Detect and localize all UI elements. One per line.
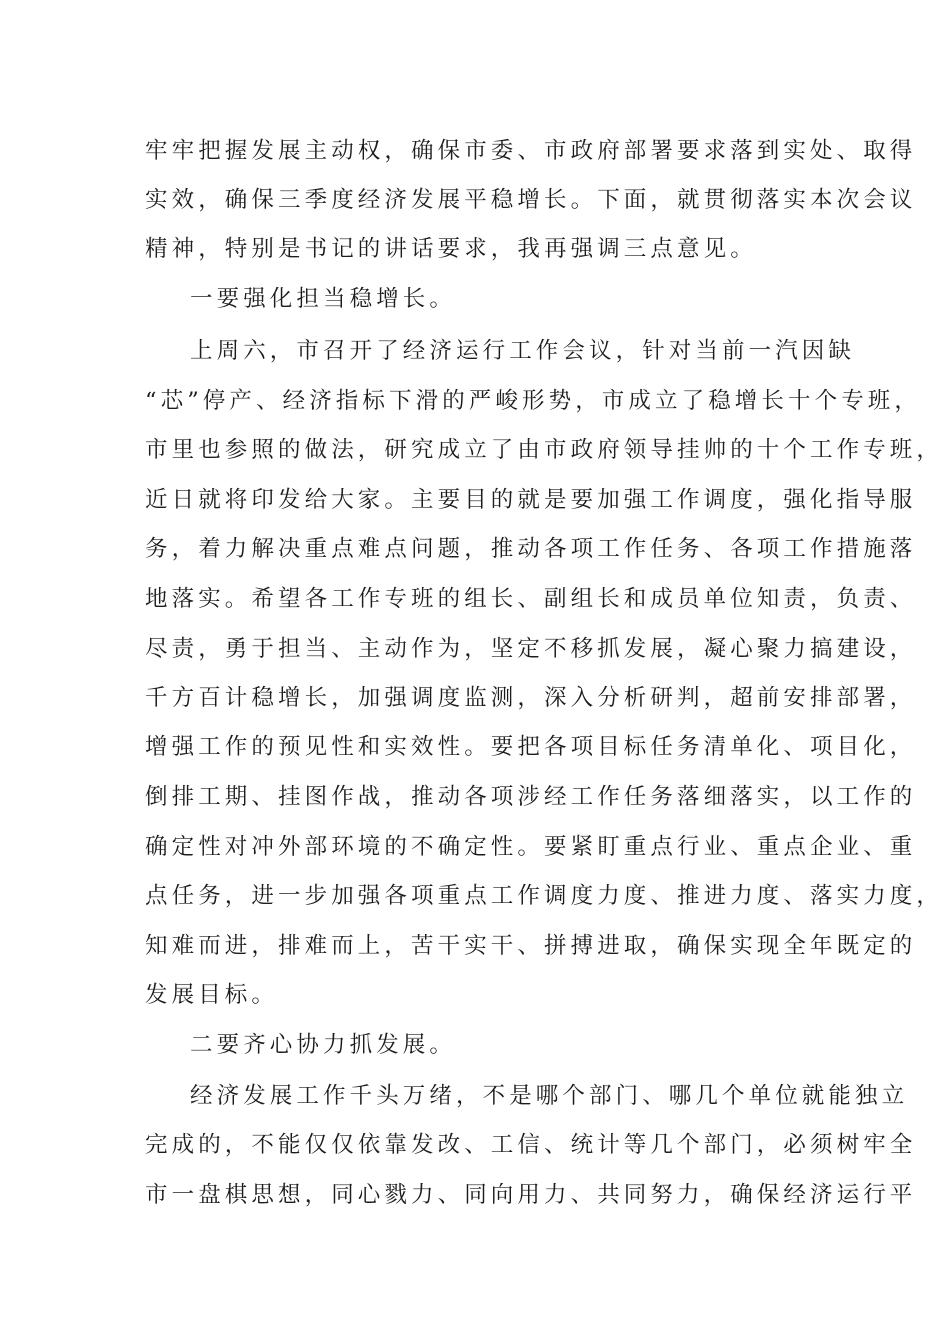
paragraph-1-line: 点任务，进一步加强各项重点工作调度力度、推进力度、落实力度，	[145, 883, 944, 909]
section-heading-1: 一要强化担当稳增长。	[190, 286, 457, 312]
paragraph-1-line: 千方百计稳增长，加强调度监测，深入分析研判，超前安排部署，	[145, 685, 917, 711]
paragraph-1-line: 务，着力解决重点难点问题，推动各项工作任务、各项工作措施落	[145, 536, 917, 562]
paragraph-1-line: 尽责，勇于担当、主动作为，坚定不移抓发展，凝心聚力搞建设，	[145, 636, 917, 662]
paragraph-intro-line: 实效，确保三季度经济发展平稳增长。下面，就贯彻落实本次会议	[145, 187, 917, 213]
paragraph-1-line: “芯”停产、经济指标下滑的严峻形势，市成立了稳增长十个专班，	[145, 388, 922, 414]
paragraph-1-line: 发展目标。	[145, 982, 279, 1008]
paragraph-2-line: 完成的，不能仅仅依靠发改、工信、统计等几个部门，必须树牢全	[145, 1132, 917, 1158]
paragraph-1-line: 市里也参照的做法，研究成立了由市政府领导挂帅的十个工作专班，	[145, 437, 944, 463]
paragraph-1-line: 地落实。希望各工作专班的组长、副组长和成员单位知责，负责、	[145, 586, 917, 612]
paragraph-1-line: 知难而进，排难而上，苦干实干、拼搏进取，确保实现全年既定的	[145, 933, 917, 959]
paragraph-1-line: 上周六，市召开了经济运行工作会议，针对当前一汽因缺	[190, 338, 856, 364]
paragraph-2-line: 市一盘棋思想，同心戮力、同向用力、共同努力，确保经济运行平	[145, 1182, 917, 1208]
paragraph-intro-line: 牢牢把握发展主动权，确保市委、市政府部署要求落到实处、取得	[145, 138, 917, 164]
paragraph-intro-line: 精神，特别是书记的讲话要求，我再强调三点意见。	[145, 236, 757, 262]
paragraph-1-line: 确定性对冲外部环境的不确定性。要紧盯重点行业、重点企业、重	[145, 834, 917, 860]
section-heading-2: 二要齐心协力抓发展。	[190, 1032, 457, 1058]
paragraph-1-line: 增强工作的预见性和实效性。要把各项目标任务清单化、项目化，	[145, 734, 917, 760]
paragraph-1-line: 倒排工期、挂图作战，推动各项涉经工作任务落细落实，以工作的	[145, 784, 917, 810]
paragraph-2-line: 经济发展工作千头万绪，不是哪个部门、哪几个单位就能独立	[190, 1083, 909, 1109]
paragraph-1-line: 近日就将印发给大家。主要目的就是要加强工作调度，强化指导服	[145, 487, 917, 513]
